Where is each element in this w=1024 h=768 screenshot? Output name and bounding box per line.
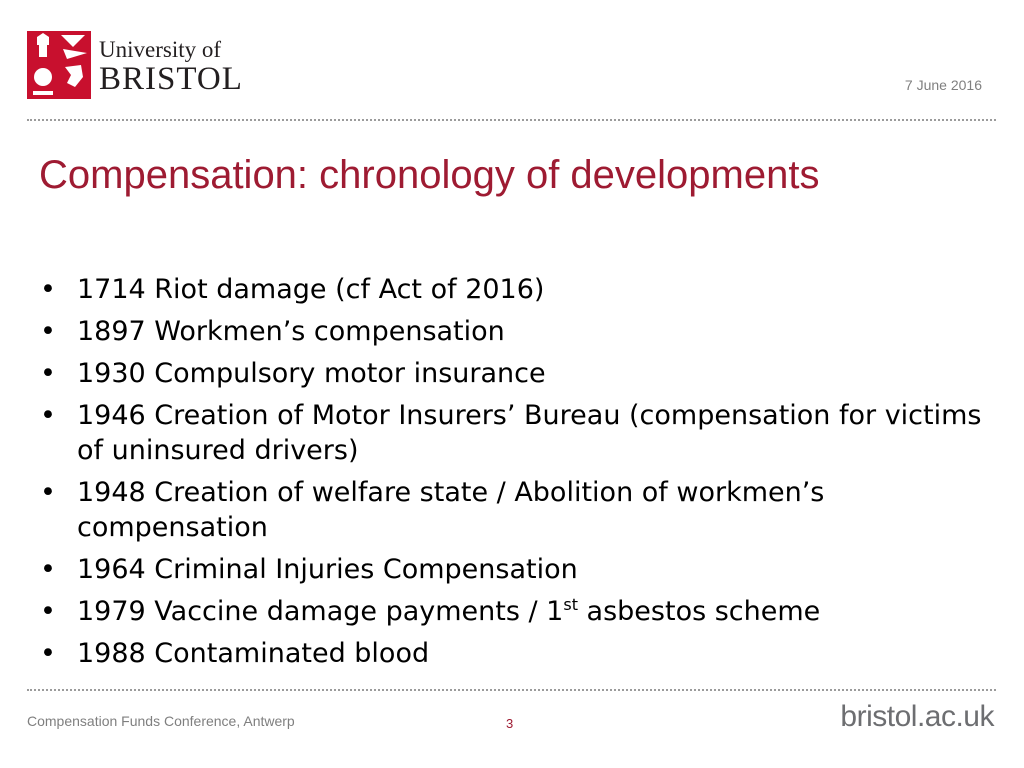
bullet-item: • 1930 Compulsory motor insurance: [40, 356, 990, 391]
header-divider: [27, 119, 996, 121]
logo-text-line2: BRISTOL: [99, 61, 243, 97]
footer-conference: Compensation Funds Conference, Antwerp: [27, 713, 295, 729]
bullet-item: • 1988 Contaminated blood: [40, 636, 990, 671]
bullet-list: [40, 272, 990, 678]
bullet-text-start: 1979 Vaccine damage payments / 1: [77, 596, 564, 627]
bullet-item: • 1964 Criminal Injuries Compensation: [40, 552, 990, 587]
slide-title: Compensation: chronology of developments: [39, 153, 820, 197]
page-number: 3: [506, 716, 514, 731]
bullet-item: • 1948 Creation of welfare state / Abolition of workmen’s compensation: [40, 475, 990, 545]
logo-text-line1: University of: [99, 37, 222, 62]
bullet-item: • 1897 Workmen’s compensation: [40, 314, 990, 349]
bullet-item: [40, 594, 990, 629]
bullet-item: • 1946 Creation of Motor Insurers’ Bureau (compensation for victims of uninsured drivers): [40, 398, 990, 468]
ordinal-superscript: st: [563, 595, 578, 614]
bullet-item: • 1714 Riot damage (cf Act of 2016): [40, 272, 990, 307]
footer-divider: [27, 689, 996, 691]
bullet-text-end: asbestos scheme: [577, 596, 821, 627]
footer-website: bristol.ac.uk: [840, 700, 994, 733]
university-logo: [27, 31, 249, 99]
slide-date: 7 June 2016: [904, 77, 982, 93]
crest-icon: [27, 31, 91, 99]
